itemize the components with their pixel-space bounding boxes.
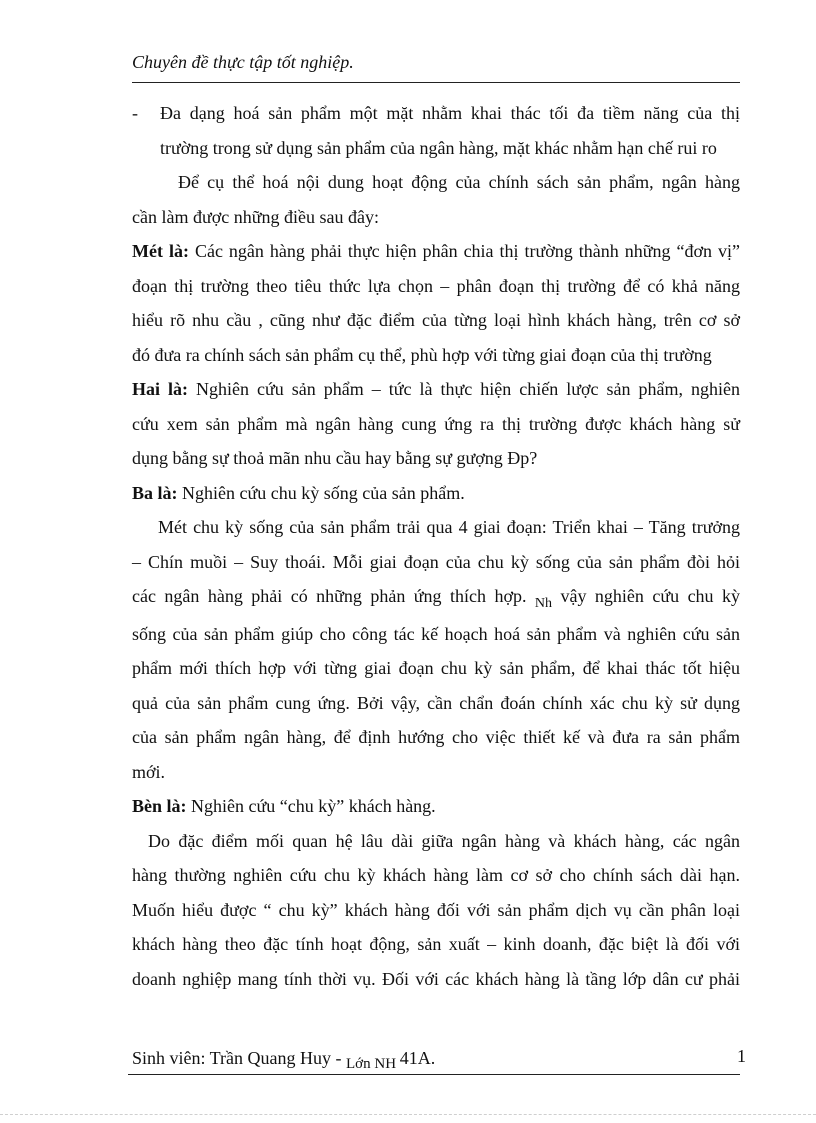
subscript-fragment: Nh	[534, 596, 553, 611]
section-two-label: Hai là:	[132, 379, 189, 399]
footer-class-prefix: Lớn NH	[346, 1056, 400, 1072]
page-number: 1	[737, 1046, 746, 1066]
paragraph-line: Muốn hiểu được “ chu kỳ” khách hàng đối với sản phẩm dịch vụ cần phân loại	[132, 899, 740, 920]
paragraph-line: sống của sản phẩm giúp cho công tác kế hoạch hoá sản phẩm và nghiên cứu sản	[132, 623, 740, 644]
paragraph-line: Mét chu kỳ sống của sản phẩm trải qua 4 giai đoạn: Triển khai – Tăng trưởng	[158, 517, 740, 537]
bullet-continuation: trường trong sử dụng sản phẩm của ngân hàng, mặt khác nhằm hạn chế rui ro	[160, 137, 717, 158]
footer-class-suffix: 41A.	[399, 1048, 436, 1068]
paragraph-line: hiểu rõ nhu cầu , cũng như đặc điểm của từng loại hình khách hàng, trên cơ sở	[132, 310, 740, 330]
footer-student: Sinh viên: Trần Quang Huy - $_{Lớn NH}$ 41A.	[132, 1048, 436, 1072]
section-one-line: Mét là: Các ngân hàng phải thực hiện phân chia thị trường thành những “đơn vị”	[132, 241, 740, 261]
paragraph-line: mới.	[132, 761, 166, 782]
page-footer	[128, 1046, 746, 1075]
section-two-line: Hai là: Nghiên cứu sản phẩm – tức là thực hiện chiến lược sản phẩm, nghiên	[132, 379, 740, 399]
paragraph-line: quả của sản phẩm cung ứng. Bởi vậy, cần chẩn đoán chính xác chu kỳ sử dụng	[132, 692, 740, 713]
intro-line: Để cụ thể hoá nội dung hoạt động của chính sách sản phẩm, ngân hàng	[178, 172, 740, 192]
paragraph-line: đoạn thị trường theo tiêu thức lựa chọn – phân đoạn thị trường để có khả năng	[132, 275, 740, 296]
intro-line: cần làm được những điều sau đây:	[132, 206, 379, 227]
section-four-label: Bèn là:	[132, 796, 187, 816]
paragraph-line: khách hàng theo đặc tính hoạt động, sản xuất – kinh doanh, đặc biệt là đối với	[132, 934, 740, 954]
paragraph-line: của sản phẩm ngân hàng, để định hướng cho việc thiết kế và đưa ra sản phẩm	[132, 727, 740, 747]
page-header	[132, 50, 740, 83]
bullet-text: Đa dạng hoá sản phẩm một mặt nhằm khai thác tối đa tiềm năng của thị	[160, 103, 740, 123]
document-body	[132, 96, 740, 996]
section-four-line: Bèn là: Nghiên cứu “chu kỳ” khách hàng.	[132, 796, 436, 816]
section-one-label: Mét là:	[132, 241, 189, 261]
section-three-label: Ba là:	[132, 482, 178, 503]
paragraph-line: hàng thường nghiên cứu chu kỳ khách hàng làm cơ sở cho chính sách dài hạn.	[132, 865, 740, 885]
paragraph-line: đó đưa ra chính sách sản phẩm cụ thể, phù hợp với từng giai đoạn của thị trường	[132, 344, 712, 365]
paragraph-line: cứu xem sản phẩm mà ngân hàng cung ứng ra thị trường được khách hàng sử	[132, 413, 740, 434]
paragraph-line: – Chín muồi – Suy thoái. Mỗi giai đoạn của chu kỳ sống của sản phẩm đòi hỏi	[132, 551, 740, 572]
paragraph-line: phẩm mới thích hợp với từng giai đoạn chu kỳ sản phẩm, để khai thác tốt hiệu	[132, 658, 740, 678]
page-bottom-divider	[0, 1114, 816, 1115]
bullet-marker: -	[132, 103, 138, 123]
paragraph-line: Do đặc điểm mối quan hệ lâu dài giữa ngân hàng và khách hàng, các ngân	[148, 830, 740, 851]
paragraph-line: các ngân hàng phải có những phản ứng thích hợp. $_{Nh}$ vậy nghiên cứu chu kỳ	[132, 586, 741, 611]
bullet-item-line	[132, 96, 740, 131]
paragraph-line: dụng bằng sự thoả mãn nhu cầu hay bằng sự gượng Đp?	[132, 448, 538, 468]
paragraph-line: doanh nghiệp mang tính thời vụ. Đối với các khách hàng là tầng lớp dân cư phải	[132, 968, 740, 989]
section-three-line: Ba là: Nghiên cứu chu kỳ sống của sản phẩm.	[132, 482, 465, 503]
header-title: Chuyên đề thực tập tốt nghiệp.	[132, 52, 354, 72]
